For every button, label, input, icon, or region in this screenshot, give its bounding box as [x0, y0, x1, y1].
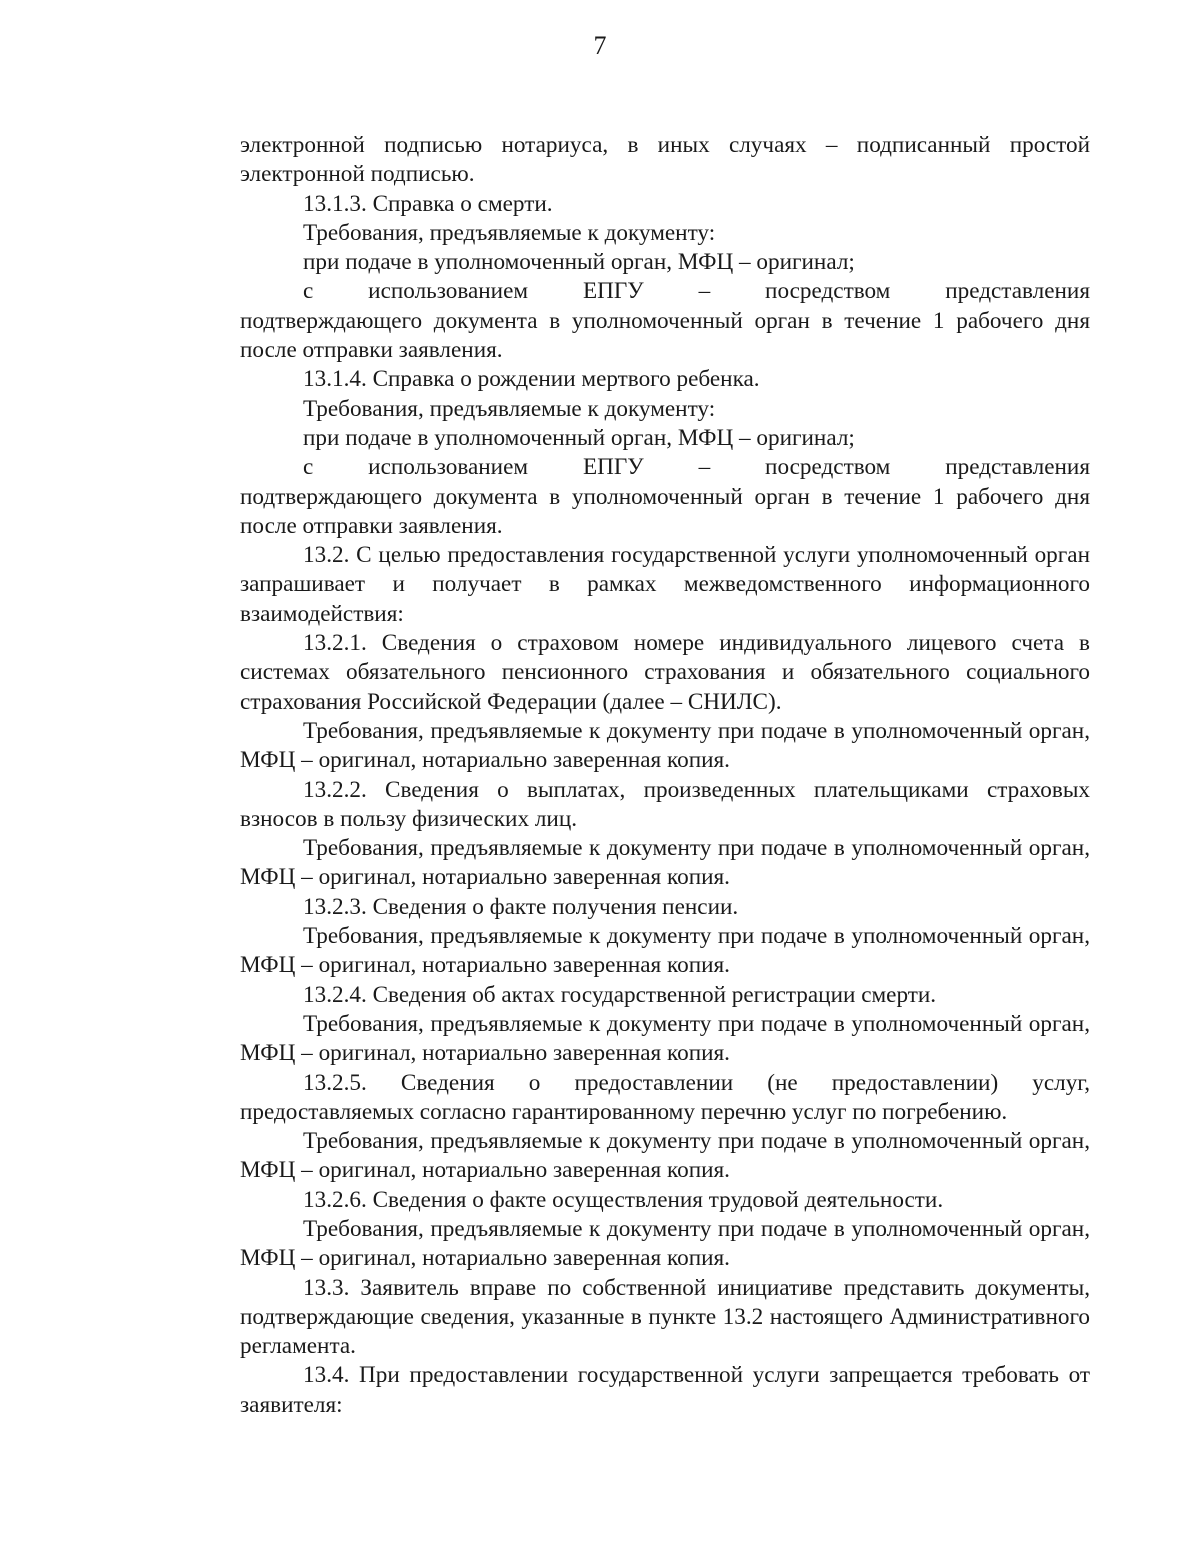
paragraph: с использованием ЕПГУ – посредством представления	[303, 278, 1090, 305]
paragraph: Требования, предъявляемые к документу при подаче в уполномоченный орган, МФЦ – оригинал, нотариально заверенная копия.	[240, 1215, 1090, 1272]
paragraph: Требования, предъявляемые к документу при подаче в уполномоченный орган, МФЦ – оригинал, нотариально заверенная копия.	[240, 835, 1090, 891]
paragraph: 13.2.3. Сведения о факте получения пенсии.	[303, 893, 739, 920]
page-number: 7	[593, 31, 607, 60]
paragraph: Требования, предъявляемые к документу при подаче в уполномоченный орган, МФЦ – оригинал, нотариально заверенная копия.	[240, 717, 1090, 774]
paragraph: 13.2.2. Сведения о выплатах, произведенных плательщиками страховых взносов в пользу физических лиц.	[240, 776, 1090, 832]
paragraph: 13.1.4. Справка о рождении мертвого ребенка.	[303, 366, 760, 393]
paragraph: Требования, предъявляемые к документу:	[303, 219, 716, 246]
paragraph: 13.2.5. Сведения о предоставлении (не предоставлении) услуг, предоставляемых согласно гарантированному перечню услуг по погребению.	[240, 1069, 1090, 1125]
paragraph: 13.2.6. Сведения о факте осуществления трудовой деятельности.	[303, 1186, 944, 1213]
paragraph: Требования, предъявляемые к документу при подаче в уполномоченный орган, МФЦ – оригинал, нотариально заверенная копия.	[240, 1128, 1090, 1184]
paragraph: с использованием ЕПГУ – посредством представления	[303, 454, 1090, 481]
paragraph: 13.4. При предоставлении государственной услуги запрещается требовать от заявителя:	[240, 1362, 1090, 1418]
paragraph: 13.1.3. Справка о смерти.	[303, 190, 553, 217]
paragraph: Требования, предъявляемые к документу при подаче в уполномоченный орган, МФЦ – оригинал, нотариально заверенная копия.	[240, 923, 1090, 979]
paragraph: 13.2.1. Сведения о страховом номере индивидуального лицевого счета в системах обязательного пенсионного страхования и обязательного социального страхования Российской Федерации (далее – СНИЛС).	[240, 630, 1090, 715]
document-body	[240, 131, 1090, 1420]
paragraph: Требования, предъявляемые к документу при подаче в уполномоченный орган, МФЦ – оригинал, нотариально заверенная копия.	[240, 1010, 1090, 1067]
paragraph: при подаче в уполномоченный орган, МФЦ – оригинал;	[303, 424, 855, 451]
paragraph: 13.2.4. Сведения об актах государственной регистрации смерти.	[303, 981, 937, 1008]
paragraph: 13.2. С целью предоставления государственной услуги уполномоченный орган запрашивает и получает в рамках межведомственного информационного взаимодействия:	[240, 542, 1090, 627]
paragraph: при подаче в уполномоченный орган, МФЦ – оригинал;	[303, 249, 855, 276]
paragraph: электронной подписью нотариуса, в иных случаях – подписанный простой электронной подписью.	[240, 132, 1090, 188]
paragraph: 13.3. Заявитель вправе по собственной инициативе представить документы, подтверждающие сведения, указанные в пункте 13.2 настоящего Административного регламента.	[240, 1274, 1090, 1360]
paragraph: подтверждающего документа в уполномоченный орган в течение 1 рабочего дня после отправки заявления.	[240, 307, 1090, 364]
paragraph: подтверждающего документа в уполномоченный орган в течение 1 рабочего дня после отправки заявления.	[240, 483, 1090, 539]
paragraph: Требования, предъявляемые к документу:	[303, 395, 716, 422]
